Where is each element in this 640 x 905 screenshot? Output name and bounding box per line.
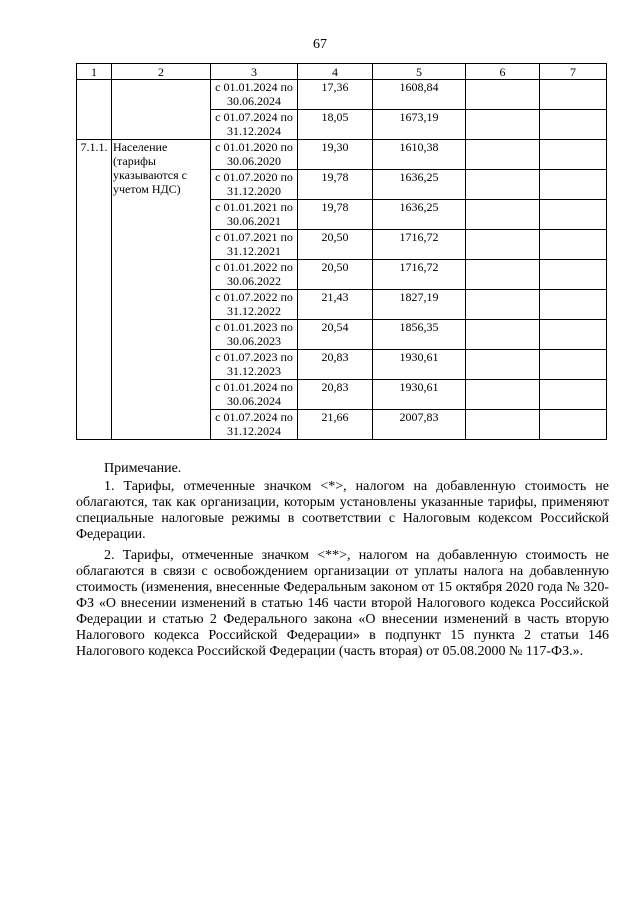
- header-col-2: 2: [112, 64, 211, 80]
- tariff-cell-col6: [466, 200, 540, 230]
- tariff-cell-col7: [540, 200, 607, 230]
- period-cell: с 01.01.2020 по 30.06.2020: [211, 140, 298, 170]
- tariff-cell-col6: [466, 410, 540, 440]
- tariff-cell-col4: 19,78: [298, 170, 373, 200]
- tariff-cell-col5: 1608,84: [373, 80, 466, 110]
- tariff-cell-col4: 19,30: [298, 140, 373, 170]
- period-cell: с 01.01.2024 по 30.06.2024: [211, 80, 298, 110]
- tariff-cell-col5: 1636,25: [373, 170, 466, 200]
- tariff-cell-col7: [540, 80, 607, 110]
- tariff-cell-col4: 20,83: [298, 350, 373, 380]
- tariff-cell-col7: [540, 140, 607, 170]
- row-number-cell: [77, 80, 112, 140]
- row-number-cell: 7.1.1.: [77, 140, 112, 440]
- header-col-1: 1: [77, 64, 112, 80]
- tariff-cell-col6: [466, 380, 540, 410]
- period-cell: с 01.07.2020 по 31.12.2020: [211, 170, 298, 200]
- tariff-cell-col4: 21,66: [298, 410, 373, 440]
- tariff-cell-col7: [540, 320, 607, 350]
- tariff-cell-col5: 1930,61: [373, 380, 466, 410]
- tariff-cell-col4: 19,78: [298, 200, 373, 230]
- header-col-5: 5: [373, 64, 466, 80]
- tariff-cell-col7: [540, 260, 607, 290]
- tariff-cell-col5: 1636,25: [373, 200, 466, 230]
- tariff-cell-col6: [466, 110, 540, 140]
- tariff-cell-col5: 1930,61: [373, 350, 466, 380]
- note-paragraph-1: 1. Тарифы, отмеченные значком <*>, налогом на добавленную стоимость не облагаются, так как организации, которым установлены указанные тарифы, применяют специальные налоговые режимы в соответствии с Налоговым кодексом Российской Федерации.: [76, 479, 609, 542]
- tariff-cell-col5: 1610,38: [373, 140, 466, 170]
- period-cell: с 01.01.2023 по 30.06.2023: [211, 320, 298, 350]
- page-number: 67: [313, 37, 327, 52]
- tariff-cell-col5: 1716,72: [373, 260, 466, 290]
- tariff-cell-col4: 18,05: [298, 110, 373, 140]
- note-title: Примечание.: [104, 461, 182, 476]
- header-col-6: 6: [466, 64, 540, 80]
- tariff-cell-col5: 1716,72: [373, 230, 466, 260]
- tariff-cell-col4: 17,36: [298, 80, 373, 110]
- tariff-cell-col4: 20,54: [298, 320, 373, 350]
- tariff-cell-col6: [466, 290, 540, 320]
- tariff-cell-col6: [466, 230, 540, 260]
- period-cell: с 01.07.2022 по 31.12.2022: [211, 290, 298, 320]
- tariff-cell-col5: 1827,19: [373, 290, 466, 320]
- tariff-cell-col4: 21,43: [298, 290, 373, 320]
- table-row: [77, 80, 607, 110]
- header-col-3: 3: [211, 64, 298, 80]
- tariff-cell-col7: [540, 230, 607, 260]
- consumer-group-cell: [112, 80, 211, 140]
- period-cell: с 01.07.2024 по 31.12.2024: [211, 110, 298, 140]
- tariff-cell-col6: [466, 170, 540, 200]
- period-cell: с 01.07.2023 по 31.12.2023: [211, 350, 298, 380]
- tariff-cell-col7: [540, 380, 607, 410]
- tariff-cell-col7: [540, 110, 607, 140]
- period-cell: с 01.01.2024 по 30.06.2024: [211, 380, 298, 410]
- header-col-7: 7: [540, 64, 607, 80]
- tariff-cell-col7: [540, 350, 607, 380]
- tariff-table: [76, 63, 607, 440]
- tariff-cell-col6: [466, 80, 540, 110]
- tariff-cell-col6: [466, 350, 540, 380]
- tariff-cell-col6: [466, 140, 540, 170]
- period-cell: с 01.07.2024 по 31.12.2024: [211, 410, 298, 440]
- tariff-cell-col4: 20,83: [298, 380, 373, 410]
- tariff-cell-col7: [540, 290, 607, 320]
- tariff-cell-col5: 1856,35: [373, 320, 466, 350]
- tariff-cell-col7: [540, 170, 607, 200]
- note-paragraph-2: 2. Тарифы, отмеченные значком <**>, налогом на добавленную стоимость не облагаются в связи с освобождением организации от уплаты налога на добавленную стоимость (изменения, внесенные Федеральным законом от 15 октября 2020 года № 320-ФЗ «О внесении изменений в статью 146 части второй Налогового кодекса Российской Федерации и статью 2 Федерального закона «О внесении изменений в часть вторую Налогового кодекса Российской Федерации» в подпункт 15 пункта 2 статьи 146 Налогового кодекса Российской Федерации (часть вторая) от 05.08.2000 № 117-ФЗ.».: [76, 548, 609, 659]
- period-cell: с 01.01.2021 по 30.06.2021: [211, 200, 298, 230]
- tariff-cell-col5: 2007,83: [373, 410, 466, 440]
- tariff-cell-col7: [540, 410, 607, 440]
- consumer-group-cell: Население (тарифы указываются с учетом НДС): [112, 140, 211, 440]
- tariff-cell-col6: [466, 260, 540, 290]
- header-col-4: 4: [298, 64, 373, 80]
- tariff-cell-col5: 1673,19: [373, 110, 466, 140]
- table-row: [77, 140, 607, 170]
- tariff-cell-col6: [466, 320, 540, 350]
- period-cell: с 01.07.2021 по 31.12.2021: [211, 230, 298, 260]
- table-header-row: [77, 64, 607, 80]
- tariff-cell-col4: 20,50: [298, 260, 373, 290]
- tariff-cell-col4: 20,50: [298, 230, 373, 260]
- period-cell: с 01.01.2022 по 30.06.2022: [211, 260, 298, 290]
